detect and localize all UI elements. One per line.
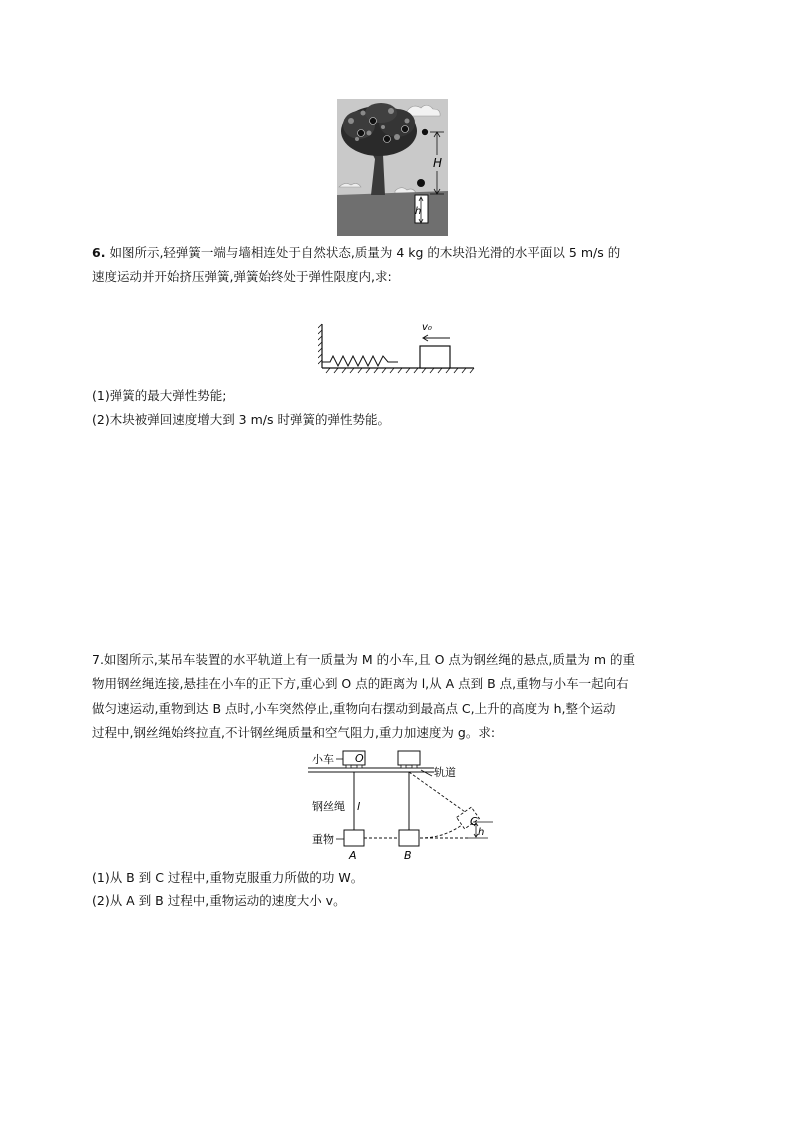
point-A-label: A <box>349 849 357 862</box>
rope-label: 钢丝绳 <box>312 800 345 813</box>
q6-text-line-1 <box>92 245 620 261</box>
point-C-label: C <box>470 815 478 828</box>
q6-line2: 速度运动并开始挤压弹簧,弹簧始终处于弹性限度内,求: <box>92 269 392 284</box>
q6-number: 6. <box>92 245 106 260</box>
q6-line1: 如图所示,轻弹簧一端与墙相连处于自然状态,质量为 4 kg 的木块沿光滑的水平面以 5 m/s 的 <box>109 245 621 260</box>
point-B-label: B <box>404 849 412 862</box>
q7-line1: 7.如图所示,某吊车装置的水平轨道上有一质量为 M 的小车,且 O 点为钢丝绳的悬点,质量为 m 的重 <box>92 652 635 667</box>
q7-line3: 做匀速运动,重物到达 B 点时,小车突然停止,重物向右摆动到最高点 C,上升的高度为 h,整个运动 <box>92 701 616 716</box>
height-h-label: h <box>478 827 485 838</box>
track-label: 轨道 <box>434 766 456 779</box>
rope-length-label: l <box>357 800 361 813</box>
q7-sub2: (2)从 A 到 B 过程中,重物运动的速度大小 v。 <box>92 893 346 908</box>
q7-line4: 过程中,钢丝绳始终拉直,不计钢丝绳质量和空气阻力,重力加速度为 g。求: <box>92 725 496 740</box>
weight-label: 重物 <box>312 833 334 846</box>
q6-sub1: (1)弹簧的最大弹性势能; <box>92 388 227 403</box>
spring-block-figure <box>318 318 476 374</box>
label-h: h <box>415 206 422 217</box>
crane-figure <box>308 746 498 864</box>
label-H: H <box>433 156 443 170</box>
apple-tree-figure <box>337 99 448 236</box>
q6-sub2: (2)木块被弹回速度增大到 3 m/s 时弹簧的弹性势能。 <box>92 412 390 427</box>
point-O-label: O <box>355 752 364 765</box>
q7-sub1: (1)从 B 到 C 过程中,重物克服重力所做的功 W。 <box>92 870 364 885</box>
q7-line2: 物用钢丝绳连接,悬挂在小车的正下方,重心到 O 点的距离为 l,从 A 点到 B 点,重物与小车一起向右 <box>92 676 629 691</box>
cart-label: 小车 <box>312 753 334 766</box>
velocity-label: v₀ <box>422 322 432 333</box>
